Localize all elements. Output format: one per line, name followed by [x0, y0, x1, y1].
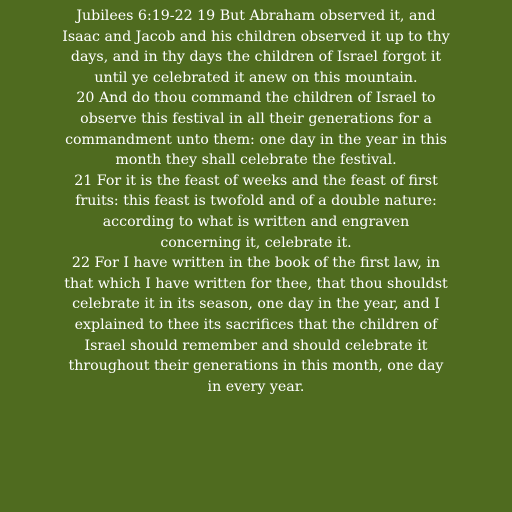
- passage-line-19: in every year.: [207, 378, 305, 395]
- passage-line-6: observe this festival in all their generations for a: [80, 110, 432, 127]
- passage-line-2: Isaac and Jacob and his children observed it up to thy: [62, 28, 450, 45]
- passage-line-12: concerning it, celebrate it.: [160, 234, 352, 251]
- passage-line-17: Israel should remember and should celebrate it: [84, 337, 428, 354]
- passage-line-1: Jubilees 6:19-22 19 But Abraham observed it, and: [76, 8, 436, 24]
- passage-line-13: 22 For I have written in the book of the first law, in: [71, 255, 441, 272]
- passage-line-4: until ye celebrated it anew on this mountain.: [94, 69, 418, 86]
- passage-line-5: 20 And do thou command the children of Israel to: [76, 90, 436, 107]
- passage-line-11: according to what is written and engraven: [102, 213, 410, 230]
- passage-line-7: commandment unto them: one day in the year in this: [65, 131, 447, 148]
- passage-line-9: 21 For it is the feast of weeks and the feast of first: [74, 172, 438, 189]
- passage-line-16: explained to thee its sacrifices that the children of: [74, 316, 438, 333]
- passage-line-15: celebrate it in its season, one day in the year, and I: [72, 296, 440, 313]
- passage-text: [0, 6, 512, 397]
- passage-line-10: fruits: this feast is twofold and of a double nature:: [75, 193, 437, 210]
- passage-line-14: that which I have written for thee, that thou shouldst: [64, 275, 448, 292]
- passage-line-8: month they shall celebrate the festival.: [115, 152, 397, 169]
- passage-line-18: throughout their generations in this month, one day: [68, 358, 444, 375]
- passage-line-3: days, and in thy days the children of Israel forgot it: [70, 49, 442, 66]
